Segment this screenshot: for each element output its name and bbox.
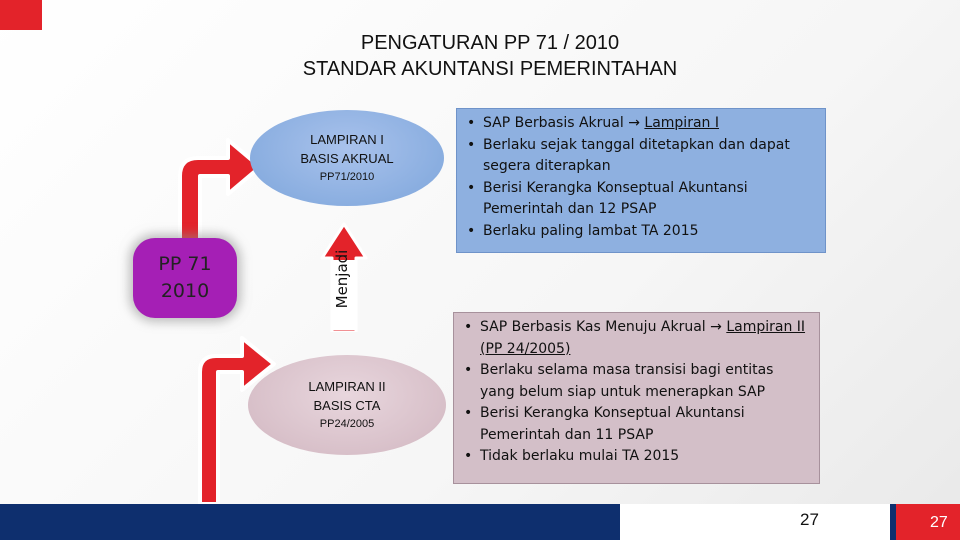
lampiran-1-title: LAMPIRAN I (310, 132, 384, 147)
pp-box-line-1: PP 71 (158, 253, 212, 275)
lampiran-2-basis: BASIS CTA (313, 398, 381, 413)
info-1-bullet-4: • Berlaku paling lambat TA 2015 (465, 221, 817, 243)
corner-accent (0, 0, 42, 30)
footer-page-number: 27 (930, 514, 948, 531)
lampiran-1-ellipse (250, 110, 444, 206)
lampiran-1-basis: BASIS AKRUAL (300, 151, 394, 166)
slide-title (190, 30, 790, 82)
lampiran-2-ellipse (248, 355, 446, 455)
info-2-bullet-1-text: SAP Berbasis Kas Menuju Akrual (480, 319, 711, 335)
footer-white-panel (620, 504, 890, 540)
info-2-bullet-1 (462, 317, 811, 360)
lampiran-1-regulation: PP71/2010 (319, 171, 375, 183)
title-line-1: PENGATURAN PP 71 / 2010 (360, 32, 620, 54)
info-box-akrual (456, 108, 826, 253)
title-line-2: STANDAR AKUNTANSI PEMERINTAHAN (302, 58, 678, 80)
lampiran-2-regulation: PP24/2005 (319, 418, 375, 430)
pp71-box (133, 238, 237, 318)
menjadi-label: Menjadi (333, 249, 351, 309)
info-1-bullet-2: • Berlaku sejak tanggal ditetapkan dan dapat segera diterapkan (465, 135, 817, 178)
lampiran-2-title: LAMPIRAN II (308, 379, 386, 394)
info-box-cta (453, 312, 820, 484)
info-2-bullet-4: • Tidak berlaku mulai TA 2015 (462, 446, 811, 468)
info-2-bullet-2: • Berlaku selama masa transisi bagi entitas yang belum siap untuk menerapkan SAP (462, 360, 811, 403)
info-1-bullet-1-text: SAP Berbasis Akrual (483, 115, 629, 131)
lampiran-1-link[interactable]: Lampiran I (644, 115, 719, 131)
info-1-bullet-1 (465, 113, 817, 135)
right-arrow-icon: → (710, 319, 722, 335)
pp-box-line-2: 2010 (160, 280, 210, 302)
info-1-bullet-3: • Berisi Kerangka Konseptual Akuntansi Pemerintah dan 12 PSAP (465, 178, 817, 221)
right-arrow-icon: → (628, 115, 640, 131)
lampiran-2-link[interactable]: Lampiran II (PP 24/2005) (480, 319, 806, 357)
footer-red-panel (896, 504, 960, 540)
info-2-bullet-3: • Berisi Kerangka Konseptual Akuntansi Pemerintah dan 11 PSAP (462, 403, 811, 446)
page-number: 27 (800, 510, 819, 529)
